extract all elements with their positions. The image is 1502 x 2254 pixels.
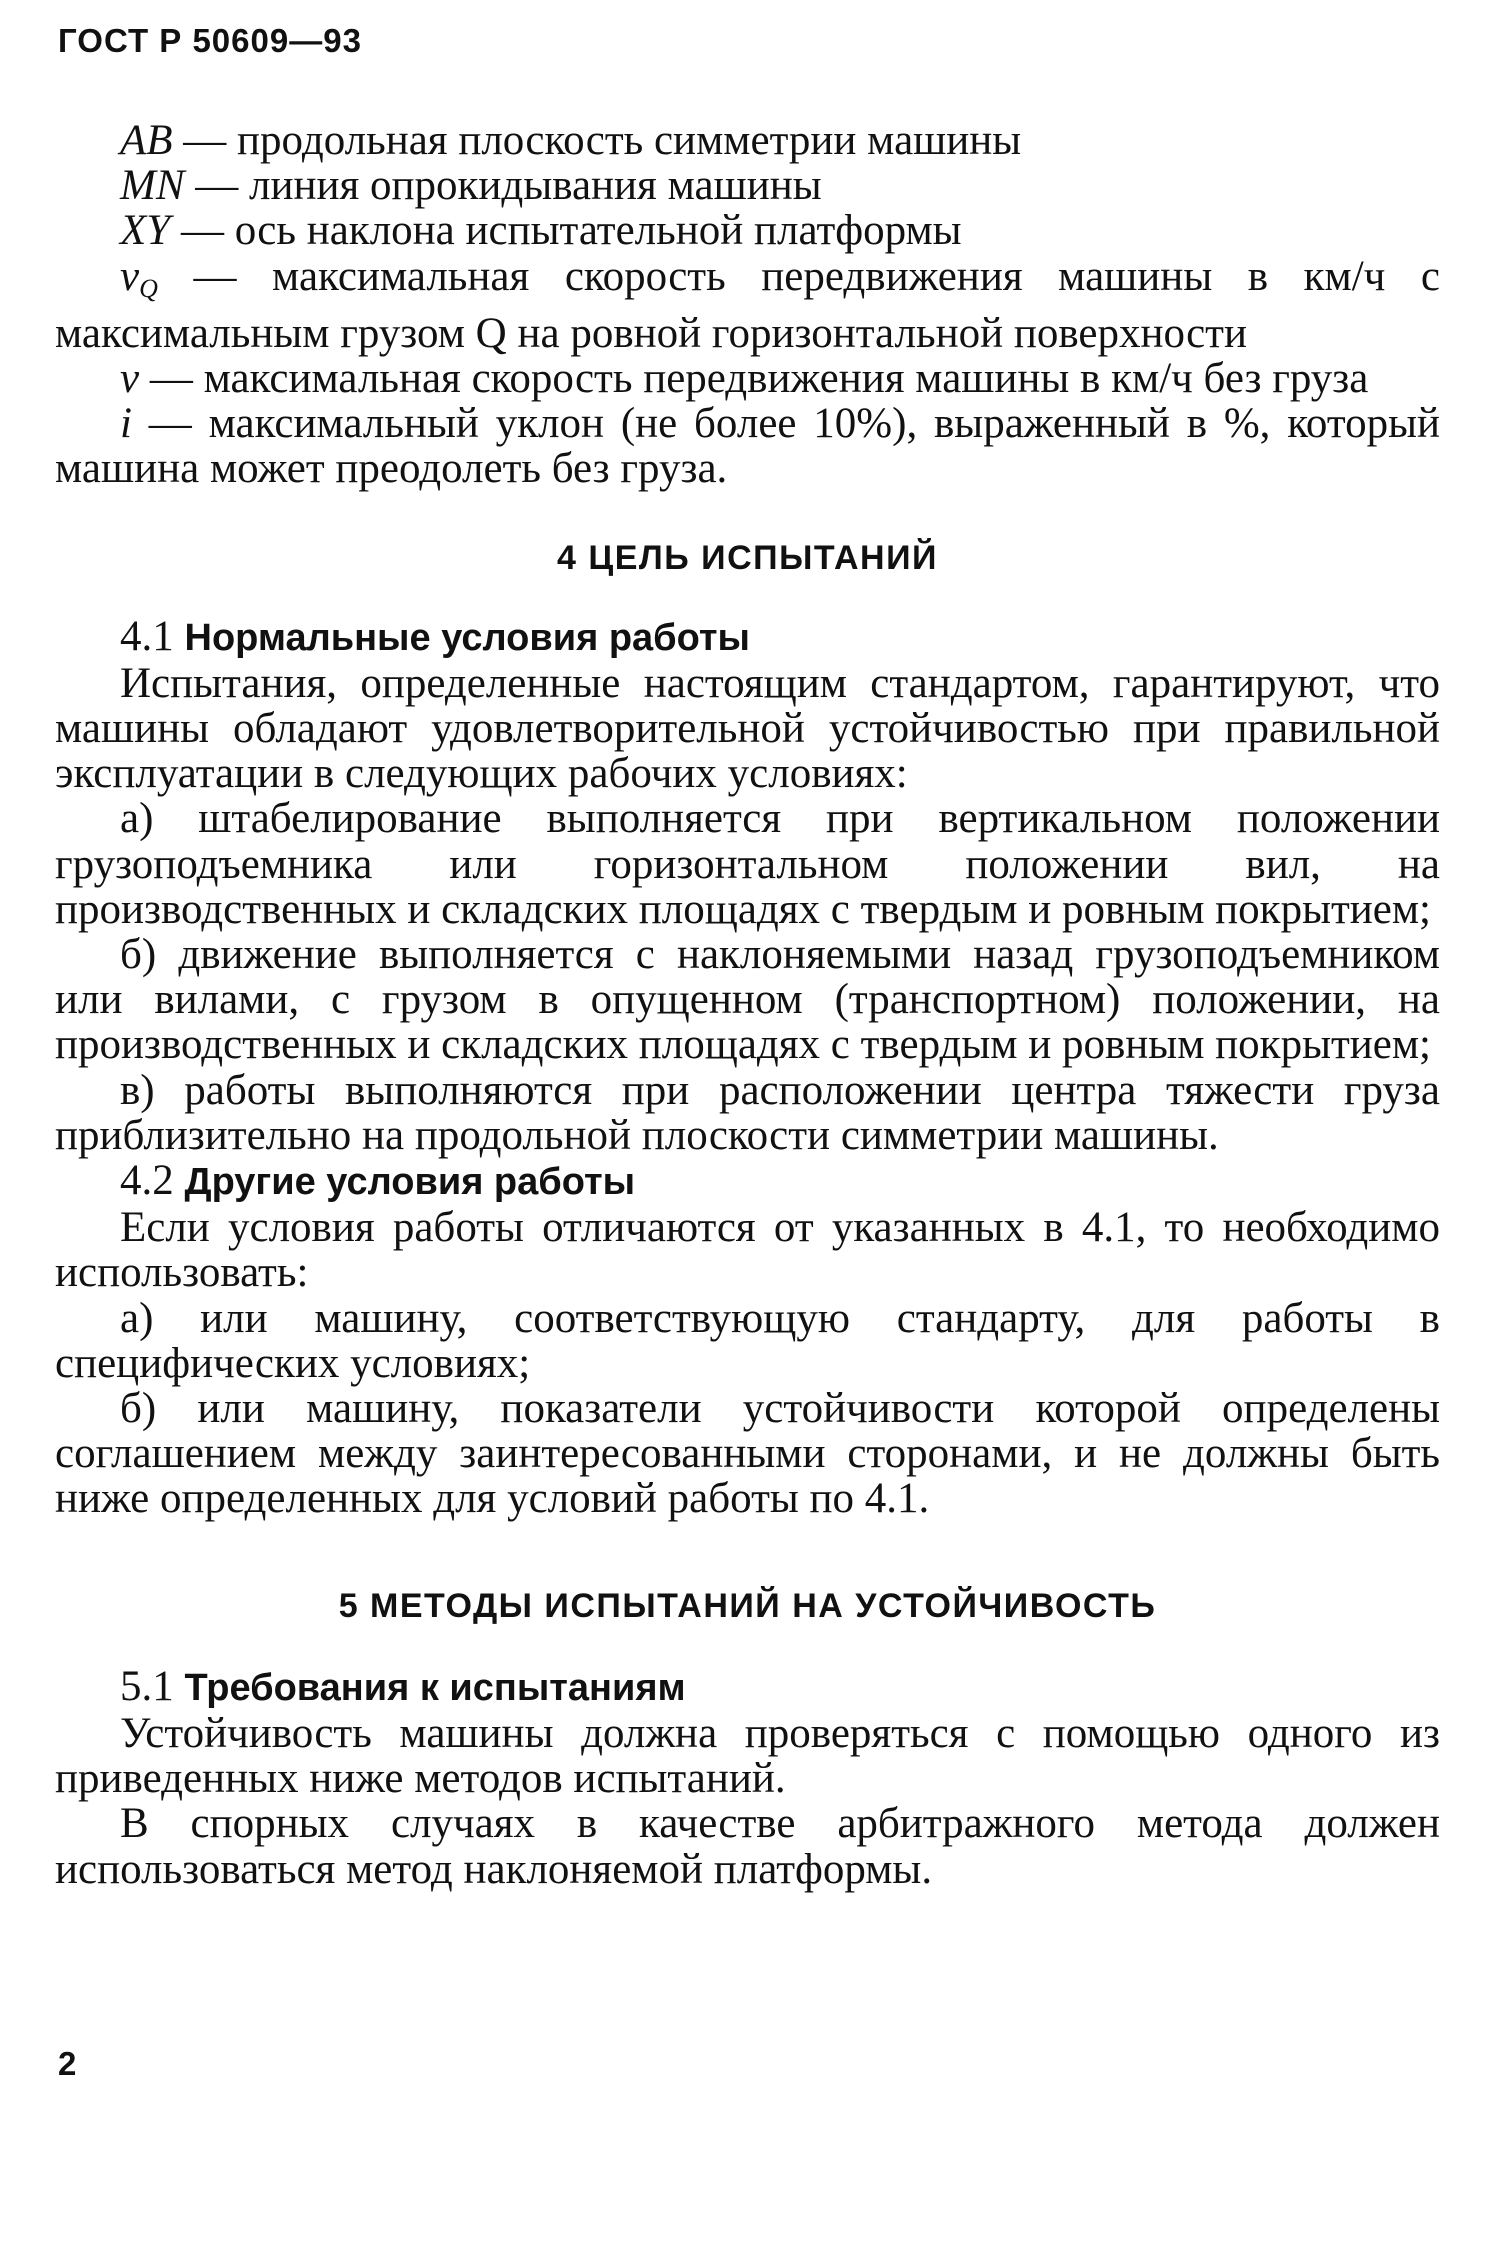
page-number: 2 [58,2045,77,2082]
definition-vq [55,254,1440,356]
definition-text: — ось наклона испытательной платформы [170,207,962,255]
list-item-a: а) или машину, соответствующую стандарту, для работы в специфических условиях; [55,1294,1440,1387]
definition-symbol: XY [120,207,171,255]
list-item-b: б) или машину, показатели устойчивости которой определены соглашением между заинтересованными сторонами, и не должны быть ниже определенных для условий работы по 4.1. [55,1385,1440,1523]
subsection-4-2-heading [55,1158,1440,1205]
definition-symbol: i [120,400,132,448]
definition-xy [55,208,1440,253]
list-item-b: б) движение выполняется с наклоняемыми назад грузоподъемником или вилами, с грузом в опущенном (транспортном) положении, на производственных и складских площадях с твердым и ровным покрытием; [55,931,1440,1069]
definition-symbol: AB [120,117,173,164]
definition-symbol: MN [120,162,185,210]
list-item-c: в) работы выполняются при расположении центра тяжести груза приблизительно на продольной плоскости симметрии машины. [55,1066,1440,1159]
definitions-list [55,118,1440,492]
section-5-title: 5 МЕТОДЫ ИСПЫТАНИЙ НА УСТОЙЧИВОСТЬ [338,1586,1157,1625]
definition-symbol: v [120,355,140,403]
definition-ab [55,118,1440,163]
definition-text: — максимальная скорость передвижения машины в км/ч с максимальным грузом Q на ровной горизонтальной поверхности [55,252,1440,357]
list-item-a: а) штабелирование выполняется при вертикальном положении грузоподъемника или горизонтальном положении вил, на производственных и складских площадях с твердым и ровным покрытием; [55,795,1440,933]
definition-text: — продольная плоскость симметрии машины [172,117,1022,164]
definition-v [55,356,1440,401]
section-4-1 [55,614,1440,1158]
subsection-5-1-heading [55,1664,1440,1711]
subsection-number: 5.1 [120,1662,185,1710]
definition-symbol: v [120,252,140,300]
definition-text: — максимальная скорость передвижения машины в км/ч без груза [139,355,1369,403]
page-content [55,118,1440,1892]
definition-text: — линия опрокидывания машины [184,162,822,210]
definition-mn [55,163,1440,208]
paragraph: Испытания, определенные настоящим стандартом, гарантируют, что машины обладают удовлетворительной устойчивостью при правильной эксплуатации в следующих рабочих условиях: [55,659,1440,798]
paragraph: Если условия работы отличаются от указанных в 4.1, то необходимо использовать: [55,1204,1440,1297]
subsection-title: Требования к испытаниям [184,1666,686,1709]
document-header: ГОСТ Р 50609—93 [58,22,362,59]
definition-subscript: Q [139,273,158,303]
definition-i [55,401,1440,491]
definition-text: — максимальный уклон (не более 10%), выраженный в %, который машина может преодолеть без груза. [55,400,1440,493]
subsection-number: 4.1 [120,612,185,660]
section-4-title: 4 ЦЕЛЬ ИСПЫТАНИЙ [557,538,938,577]
subsection-title: Нормальные условия работы [184,616,750,659]
paragraph: Устойчивость машины должна проверяться с помощью одного из приведенных ниже методов испытаний. [55,1709,1440,1803]
section-5-1 [55,1664,1440,1892]
subsection-4-1-heading [55,614,1440,661]
paragraph: В спорных случаях в качестве арбитражного метода должен использоваться метод наклоняемой платформы. [55,1800,1440,1893]
subsection-number: 4.2 [120,1157,185,1205]
subsection-title: Другие условия работы [184,1161,636,1204]
section-4-2 [55,1158,1440,1522]
